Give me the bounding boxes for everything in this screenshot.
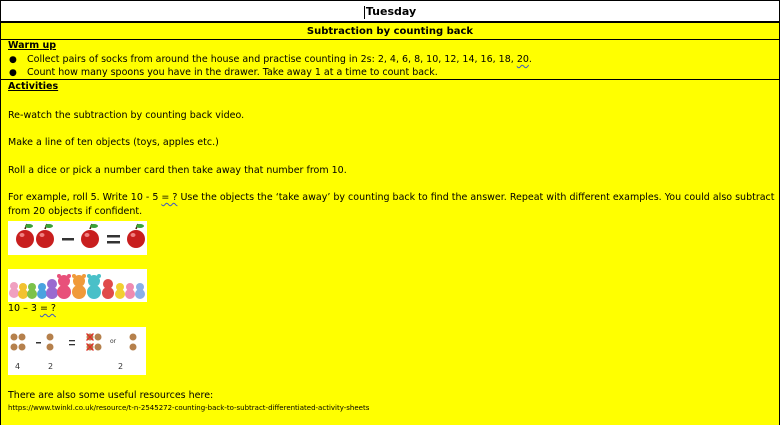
- counter-icon: [87, 344, 94, 351]
- example-equals-question: = ?: [161, 192, 178, 203]
- warm-up-item-1-text: Collect pairs of socks from around the house and practise counting in 2s: 2, 4, 6, 8, 10, 12, 14, 16, 18,: [27, 54, 517, 65]
- apple-icon: [127, 224, 145, 248]
- minus-sign: [62, 238, 74, 241]
- text-cursor: [364, 6, 365, 19]
- counter-icon: [19, 334, 26, 341]
- counter-icon: [95, 344, 102, 351]
- teddy-bears-image: [8, 269, 147, 302]
- example-line-2[interactable]: from 20 objects if confident.: [8, 206, 143, 217]
- bullet-icon: ●: [9, 68, 17, 78]
- counter-icon: [95, 334, 102, 341]
- day-heading-cell: [0, 0, 780, 22]
- counter-label-3: 2: [118, 362, 124, 371]
- resources-link[interactable]: https://www.twinkl.co.uk/resource/t-n-2545272-counting-back-to-subtract-differentiated-activity-sheets: [8, 404, 370, 412]
- teddy-bear-icon: [9, 282, 19, 298]
- counter-icon: [11, 334, 18, 341]
- counter-icon: [87, 334, 94, 341]
- teddy-bear-icon: [27, 283, 37, 299]
- resources-text[interactable]: There are also some useful resources here:: [8, 390, 214, 401]
- minus-sign: [36, 342, 41, 344]
- teddy-sum-question: = ?: [39, 303, 56, 314]
- or-label: or: [110, 338, 117, 345]
- warm-up-item-2[interactable]: Count how many spoons you have in the drawer. Take away 1 at a time to count back.: [27, 67, 438, 78]
- apple-icon: [36, 224, 54, 248]
- apple-icon: [81, 224, 99, 248]
- warm-up-item-1[interactable]: [27, 54, 532, 65]
- warm-up-heading[interactable]: Warm up: [8, 40, 57, 51]
- apples-subtraction-image: [8, 221, 147, 255]
- apple-icon: [16, 224, 34, 248]
- counter-icon: [47, 344, 54, 351]
- counter-icon: [19, 344, 26, 351]
- teddy-bear-icon: [115, 283, 125, 299]
- activities-cell: [0, 79, 780, 425]
- teddy-bear-icon: [135, 283, 145, 299]
- teddy-bear-icon: [72, 274, 86, 299]
- example-text-continued: Use the objects the ‘take away’ by counting back to find the answer. Repeat with different examples. You could also subtract: [177, 192, 775, 203]
- teddy-bear-icon: [37, 283, 47, 299]
- teddy-bear-icon: [102, 279, 114, 299]
- warm-up-item-1-end: .: [528, 54, 532, 65]
- warm-up-item-1-number: 20: [516, 54, 529, 65]
- counter-icon: [130, 334, 137, 341]
- equals-sign: [69, 340, 75, 341]
- teddy-bear-icon: [18, 283, 28, 299]
- equals-sign: [107, 235, 120, 238]
- activity-paragraph-1[interactable]: Re-watch the subtraction by counting back video.: [8, 110, 245, 121]
- teddy-bear-icon: [46, 279, 58, 299]
- activities-heading[interactable]: Activities: [8, 81, 59, 92]
- day-heading[interactable]: Tuesday: [365, 5, 417, 18]
- teddy-bear-icon: [125, 283, 135, 299]
- counter-icon: [130, 344, 137, 351]
- activity-paragraph-2[interactable]: Make a line of ten objects (toys, apples etc.): [8, 137, 219, 148]
- counter-label-1: 4: [15, 362, 21, 371]
- example-line-1[interactable]: [8, 192, 775, 203]
- teddy-bear-icon: [87, 274, 101, 299]
- lesson-title[interactable]: Subtraction by counting back: [306, 26, 474, 37]
- counters-subtraction-image: [8, 327, 146, 375]
- bullet-icon: ●: [9, 55, 17, 65]
- teddy-sum-expression: 10 – 3: [8, 303, 40, 314]
- counter-icon: [11, 344, 18, 351]
- activity-paragraph-3[interactable]: Roll a dice or pick a number card then take away that number from 10.: [8, 165, 347, 176]
- teddy-bear-icon: [57, 274, 71, 299]
- counter-label-2: 2: [48, 362, 54, 371]
- example-text: For example, roll 5. Write 10 - 5: [8, 192, 162, 203]
- teddy-sum-text[interactable]: [8, 303, 56, 314]
- warm-up-cell: [0, 39, 780, 80]
- counter-icon: [47, 334, 54, 341]
- lesson-title-cell: [0, 22, 780, 40]
